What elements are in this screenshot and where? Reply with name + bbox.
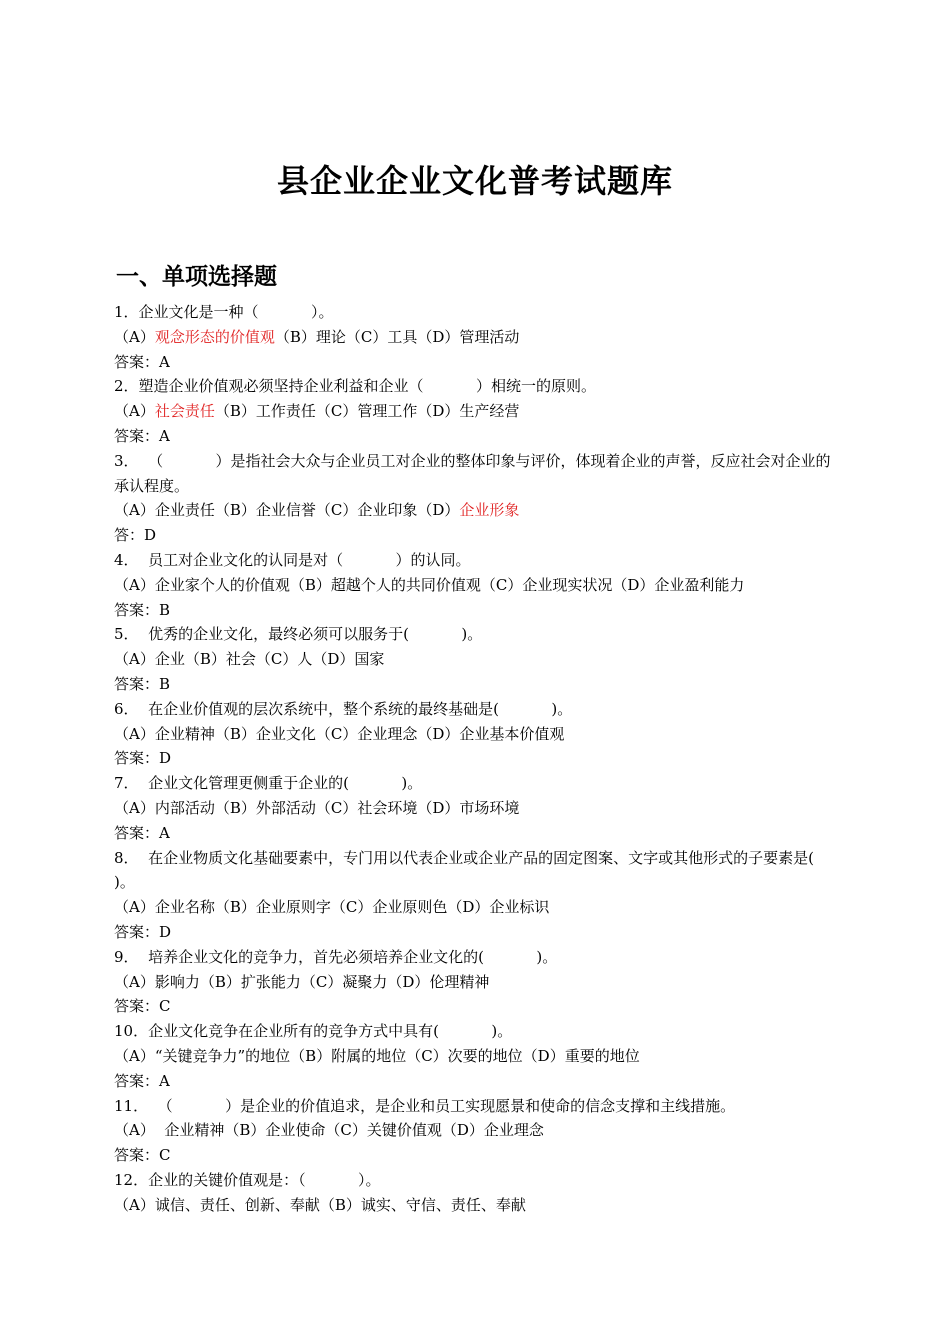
highlighted-answer: 观念形态的价值观	[154, 327, 275, 346]
question-options: （A）“关键竞争力”的地位（B）附属的地位（C）次要的地位（D）重要的地位	[114, 1046, 640, 1065]
answer-text: 答案：A	[114, 426, 170, 445]
question-item	[114, 1168, 840, 1218]
question-options: （A）影响力（B）扩张能力（C）凝聚力（D）伦理精神	[114, 972, 490, 991]
question-item	[114, 374, 840, 448]
question-options: （A）企业家个人的价值观（B）超越个人的共同价值观（C）企业现实状况（D）企业盈利能力	[114, 575, 745, 594]
question-text: 1．企业文化是一种（ ）。	[114, 303, 334, 321]
question-options: （A）企业责任（B）企业信誉（C）企业印象（D）企业形象	[114, 501, 520, 520]
section-heading: 一、单项选择题	[116, 264, 277, 290]
question-list	[114, 300, 867, 1217]
question-text: 9． 培养企业文化的竞争力，首先必须培养企业文化的( )。	[114, 947, 558, 966]
highlighted-answer: 企业形象	[459, 501, 520, 520]
question-text: 6． 在企业价值观的层次系统中，整个系统的最终基础是( )。	[114, 699, 573, 718]
question-item	[114, 771, 840, 845]
question-item	[114, 1094, 840, 1168]
answer-text: 答：D	[114, 526, 157, 545]
question-item	[114, 945, 840, 1019]
answer-text: 答案：A	[114, 823, 170, 842]
highlighted-answer: 社会责任	[154, 402, 215, 421]
answer-text: 答案：A	[114, 1071, 170, 1090]
question-text: 10．企业文化竞争在企业所有的竞争方式中具有( )。	[114, 1022, 513, 1041]
question-options: （A）企业名称（B）企业原则字（C）企业原则色（D）企业标识	[114, 898, 550, 917]
document-title: 县企业企业文化普考试题库	[276, 162, 673, 200]
question-item	[114, 622, 840, 696]
question-text: 8． 在企业物质文化基础要素中，专门用以代表企业或企业产品的固定图案、文字或其他形式的子要素是( )。	[114, 848, 867, 892]
answer-text: 答案：B	[114, 674, 171, 693]
question-text: 7． 企业文化管理更侧重于企业的( )。	[114, 774, 423, 793]
answer-text: 答案：D	[114, 749, 172, 768]
answer-text: 答案：B	[114, 600, 171, 619]
answer-text: 答案：C	[114, 1146, 171, 1165]
question-item	[114, 846, 867, 945]
question-text: 4． 员工对企业文化的认同是对（ ）的认同。	[114, 550, 471, 569]
question-item	[114, 300, 840, 374]
question-text: 11． （ ）是企业的价值追求，是企业和员工实现愿景和使命的信念支撑和主线措施。	[114, 1096, 736, 1115]
question-options: （A）诚信、责任、创新、奉献（B）诚实、守信、责任、奉献	[114, 1195, 526, 1214]
question-text: 3． （ ）是指社会大众与企业员工对企业的整体印象与评价，体现着企业的声誉，反应社会对企业的承认程度。	[114, 451, 831, 495]
answer-text: 答案：D	[114, 922, 172, 941]
question-options: （A） 企业精神（B）企业使命（C）关键价值观（D）企业理念	[114, 1121, 544, 1140]
question-options: （A）内部活动（B）外部活动（C）社会环境（D）市场环境	[114, 798, 520, 817]
question-item	[114, 449, 840, 548]
question-text: 5． 优秀的企业文化，最终必须可以服务于( )。	[114, 625, 483, 644]
answer-text: 答案：C	[114, 997, 171, 1016]
answer-text: 答案：A	[114, 352, 170, 371]
question-item	[114, 1019, 840, 1093]
question-options: （A）社会责任（B）工作责任（C）管理工作（D）生产经营	[114, 402, 520, 421]
question-text: 2．塑造企业价值观必须坚持企业利益和企业（ ）相统一的原则。	[114, 377, 596, 396]
question-options: （A）观念形态的价值观（B）理论（C）工具（D）管理活动	[114, 327, 520, 346]
question-text: 12．企业的关键价值观是：（ ）。	[114, 1170, 381, 1189]
question-item	[114, 548, 840, 622]
question-options: （A）企业（B）社会（C）人（D）国家	[114, 650, 385, 669]
question-options: （A）企业精神（B）企业文化（C）企业理念（D）企业基本价值观	[114, 724, 565, 743]
question-item	[114, 697, 840, 771]
